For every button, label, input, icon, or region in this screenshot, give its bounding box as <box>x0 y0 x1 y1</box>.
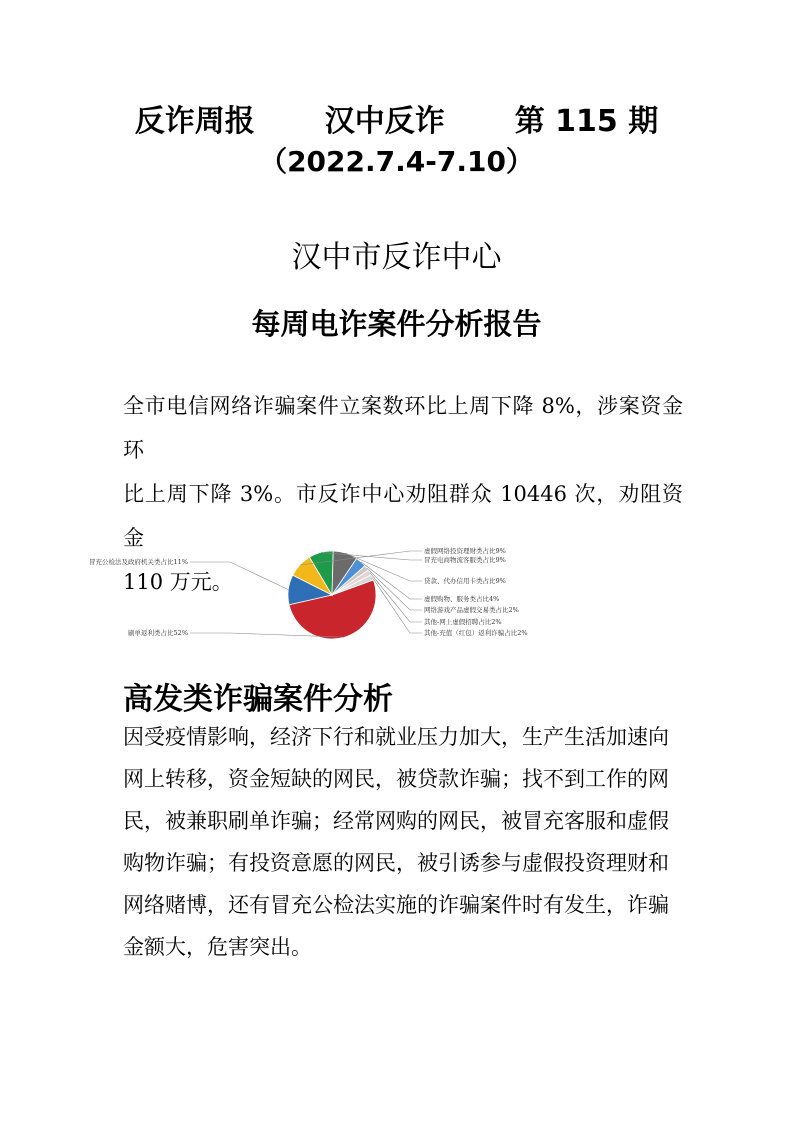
header-date-range: （2022.7.4-7.10） <box>259 145 534 178</box>
pie-slice-label: 虚假购物、服务类占比4% <box>424 595 500 604</box>
header-title-left: 反诈周报 <box>134 104 255 139</box>
summary-line: 110 万元。 <box>123 570 233 594</box>
analysis-line: 网上转移，资金短缺的网民，被贷款诈骗；找不到工作的网 <box>123 767 669 791</box>
pie-slice-label: 网络游戏产品虚假交易类占比2% <box>424 606 519 615</box>
case-type-pie-chart <box>89 540 530 645</box>
header-title-mid: 汉中反诈 <box>324 104 445 139</box>
analysis-line: 因受疫情影响，经济下行和就业压力加大，生产生活加速向 <box>123 725 669 749</box>
center-name: 汉中市反诈中心 <box>291 240 502 275</box>
pie-slice-label: 贷款、代办信用卡类占比9% <box>424 577 506 586</box>
analysis-section-title: 高发类诈骗案件分析 <box>123 682 393 717</box>
analysis-line: 金额大，危害突出。 <box>123 935 312 959</box>
pie-slice-label: 其他-充值（红包）返利诈骗占比2% <box>424 629 528 638</box>
pie-slice-label: 其他-网上虚假招聘占比2% <box>424 618 502 627</box>
report-title: 每周电诈案件分析报告 <box>251 307 542 341</box>
pie-slice-label: 刷单返利类占比52% <box>128 629 188 638</box>
pie-slice-label: 冒充公检法及政府机关类占比11% <box>89 558 188 567</box>
analysis-line: 购物诈骗；有投资意愿的网民，被引诱参与虚假投资理财和 <box>123 851 669 875</box>
pie-leader-line <box>370 572 422 622</box>
summary-line: 比上周下降 3%。市反诈中心劝阻群众 10446 次，劝阻资金 <box>123 482 683 550</box>
pie-slice-label: 冒充电商物流客服类占比9% <box>424 556 506 565</box>
pie-chart-svg <box>89 540 530 645</box>
analysis-paragraph <box>123 716 683 968</box>
pie-leader-line <box>190 562 288 590</box>
header-issue-number: 第 115 期 <box>514 104 659 139</box>
report-header-title <box>0 96 793 140</box>
analysis-line: 网络赌博，还有冒充公检法实施的诈骗案件时有发生，诈骗 <box>123 893 669 917</box>
analysis-line: 民，被兼职刷单诈骗；经常网购的网民，被冒充客服和虚假 <box>123 809 669 833</box>
pie-leader-line <box>372 577 422 633</box>
pie-slice-label: 虚假网络投资理财类占比9% <box>424 547 506 556</box>
summary-line: 全市电信网络诈骗案件立案数环比上周下降 8%，涉案资金环 <box>123 394 683 462</box>
